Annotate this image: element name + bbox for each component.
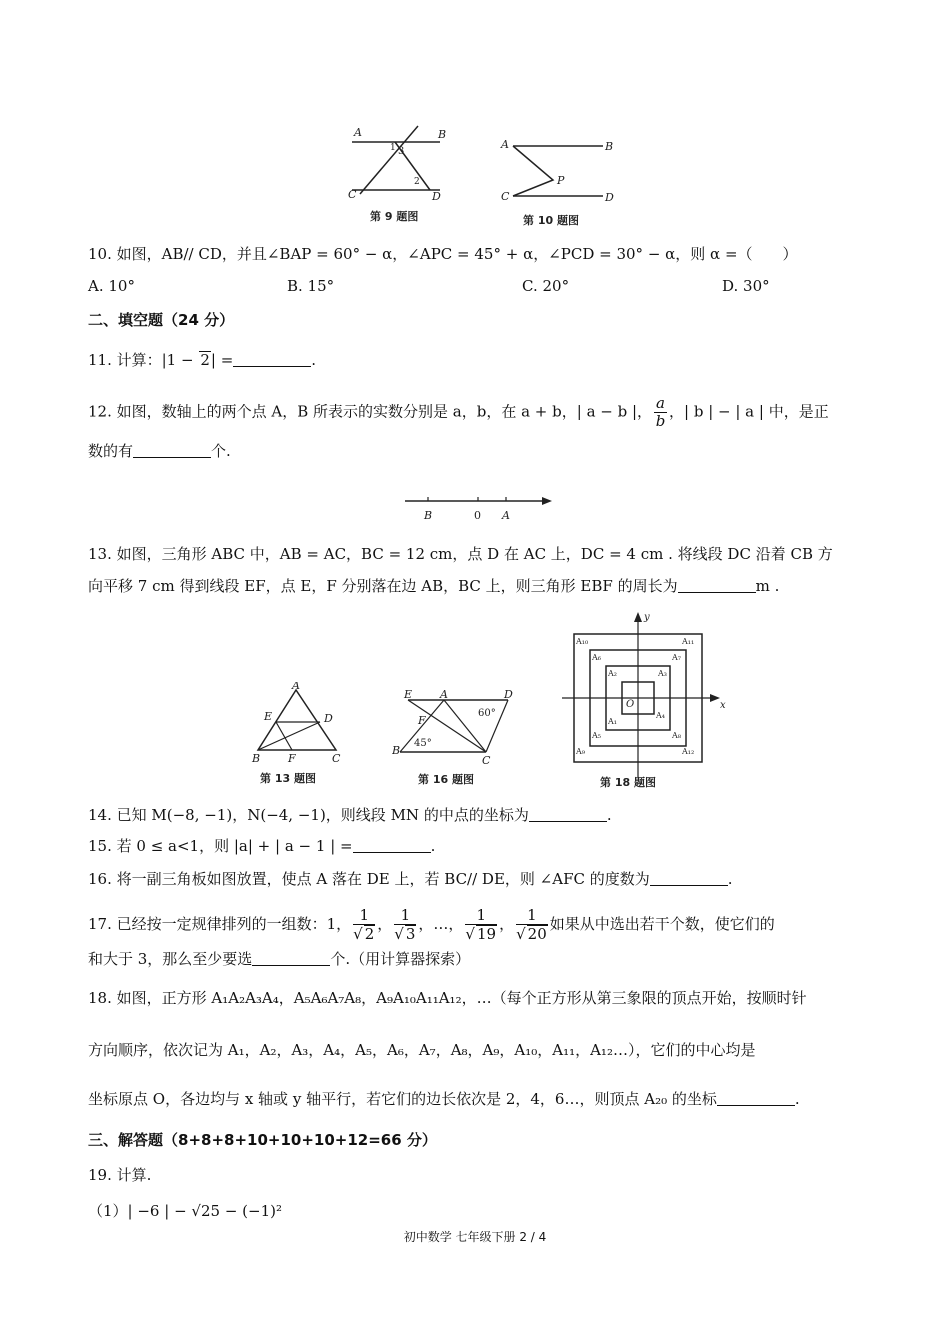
- svg-text:A₅: A₅: [592, 731, 601, 740]
- q10-option-a: A. 10°: [88, 277, 135, 295]
- svg-text:C: C: [332, 752, 341, 765]
- svg-text:A: A: [292, 682, 300, 692]
- fig18-caption: 第 18 题图: [600, 776, 656, 789]
- svg-text:B: B: [252, 752, 261, 765]
- numberline-label-b: B: [424, 509, 433, 522]
- fig16-caption: 第 16 题图: [418, 773, 474, 786]
- svg-text:D: D: [432, 190, 441, 203]
- q10-text: 10. 如图，AB// CD，并且∠BAP = 60° − α，∠APC = 45° + α，∠PCD = 30° − α，则 α =（ ）: [88, 245, 798, 263]
- q11-blank[interactable]: [233, 350, 311, 367]
- svg-text:2: 2: [414, 177, 420, 187]
- q12-fraction: $\frac{a}{b}$: [655, 394, 666, 430]
- svg-text:F: F: [418, 714, 426, 727]
- svg-text:D: D: [324, 712, 333, 725]
- svg-text:A₄: A₄: [656, 711, 665, 720]
- svg-text:A: A: [354, 126, 362, 139]
- svg-text:y: y: [644, 612, 650, 623]
- q15-blank[interactable]: [353, 836, 431, 853]
- q13-line1: 13. 如图，三角形 ABC 中，AB = AC，BC = 12 cm，点 D 在 AC 上，DC = 4 cm . 将线段 DC 沿着 CB 方: [88, 545, 833, 563]
- q17-line2: 和大于 3，那么至少要选 个.（用计算器探索）: [88, 950, 471, 968]
- q18-line3: 坐标原点 O，各边均与 x 轴或 y 轴平行，若它们的边长依次是 2，4，6…，则顶点 A₂₀ 的坐标 .: [88, 1090, 800, 1108]
- number-line: [400, 492, 560, 524]
- figure-q10: [495, 124, 625, 234]
- svg-text:A₁₀: A₁₀: [576, 637, 589, 646]
- svg-text:3: 3: [398, 146, 405, 157]
- q16-blank[interactable]: [650, 869, 728, 886]
- q11-prefix: 11. 计算：|1 −: [88, 351, 199, 369]
- svg-text:E: E: [404, 690, 413, 701]
- q14-blank[interactable]: [529, 805, 607, 822]
- q14: 14. 已知 M(−8, −1)，N(−4, −1)，则线段 MN 的中点的坐标为 .: [88, 806, 612, 824]
- svg-text:O: O: [626, 699, 635, 710]
- svg-text:C: C: [348, 188, 357, 201]
- svg-text:B: B: [605, 140, 614, 153]
- fig10-caption: 第 10 题图: [523, 214, 579, 227]
- q12-line2: 数的有 个.: [88, 442, 231, 460]
- q19-title: 19. 计算.: [88, 1166, 152, 1184]
- svg-text:1: 1: [390, 143, 396, 153]
- svg-text:A₇: A₇: [672, 653, 681, 662]
- q18-line2: 方向顺序，依次记为 A₁，A₂，A₃，A₄，A₅，A₆，A₇，A₈，A₉，A₁₀，A₁₁，A₁₂…），它们的中心均是: [88, 1041, 756, 1059]
- svg-text:A₃: A₃: [658, 669, 667, 678]
- svg-text:A₈: A₈: [672, 731, 681, 740]
- q13-blank[interactable]: [678, 576, 756, 593]
- svg-text:C: C: [501, 190, 510, 203]
- q11: 11. 计算：|1 − 2| = .: [88, 351, 317, 369]
- fig9-caption: 第 9 题图: [370, 210, 419, 223]
- q17-blank[interactable]: [252, 949, 330, 966]
- fig13-caption: 第 13 题图: [260, 772, 316, 785]
- q18-line1: 18. 如图，正方形 A₁A₂A₃A₄，A₅A₆A₇A₈，A₉A₁₀A₁₁A₁₂，…（每个正方形从第三象限的顶点开始，按顺时针: [88, 989, 807, 1007]
- q13-line2: 向平移 7 cm 得到线段 EF，点 E，F 分别落在边 AB，BC 上，则三角形 EBF 的周长为 m .: [88, 577, 780, 595]
- figure-q16: [392, 690, 522, 788]
- svg-text:D: D: [504, 690, 513, 701]
- svg-text:A₂: A₂: [608, 669, 617, 678]
- q10-option-c: C. 20°: [522, 277, 570, 295]
- svg-text:F: F: [288, 752, 296, 765]
- svg-text:A₉: A₉: [576, 747, 585, 756]
- q16: 16. 将一副三角板如图放置，使点 A 落在 DE 上，若 BC// DE，则 ∠AFC 的度数为 .: [88, 870, 733, 888]
- svg-text:A₁₁: A₁₁: [682, 637, 695, 646]
- q19-part1: （1）| −6 | − √25 − (−1)²: [88, 1202, 282, 1220]
- svg-text:B: B: [392, 744, 401, 757]
- svg-text:D: D: [605, 191, 614, 204]
- page-footer: 初中数学 七年级下册 2 / 4: [403, 1230, 547, 1244]
- svg-text:A₁: A₁: [608, 717, 617, 726]
- figure-q13: [248, 682, 358, 787]
- svg-text:A: A: [501, 138, 509, 151]
- svg-text:60°: 60°: [478, 708, 496, 719]
- svg-text:P: P: [557, 174, 565, 187]
- q12-line1: 12. 如图，数轴上的两个点 A，B 所表示的实数分别是 a，b，在 a + b，| a − b |， $\frac{a}{b}$ ，| b | − | a | 中，是正: [88, 394, 829, 430]
- q18-blank[interactable]: [717, 1089, 795, 1106]
- section3-heading: 三、解答题（8+8+8+10+10+10+12=66 分）: [88, 1131, 437, 1149]
- svg-text:C: C: [482, 754, 491, 767]
- numberline-label-a: A: [502, 509, 510, 522]
- q12-blank[interactable]: [133, 441, 211, 458]
- svg-text:A: A: [440, 690, 448, 701]
- section2-heading: 二、填空题（24 分）: [88, 311, 235, 329]
- q10-option-b: B. 15°: [287, 277, 335, 295]
- svg-text:x: x: [720, 700, 726, 711]
- q17-line1: 17. 已经按一定规律排列的一组数：1， $\frac{1}{√ 2}$ ， $\frac{1}{√ 3}$ ，…， $\frac{1}{√ 19}$ ， $\frac{1}{√ 20}$ 如果从中选出若干个数，使它们的: [88, 906, 775, 943]
- numberline-label-0: 0: [474, 509, 481, 522]
- svg-text:E: E: [264, 710, 273, 723]
- svg-text:45°: 45°: [414, 738, 432, 749]
- figure-q18: [560, 612, 730, 790]
- svg-text:A₆: A₆: [592, 653, 601, 662]
- q15: 15. 若 0 ≤ a<1，则 |a| + | a − 1 | = .: [88, 837, 436, 855]
- svg-text:B: B: [438, 128, 447, 141]
- svg-text:A₁₂: A₁₂: [682, 747, 695, 756]
- q11-suffix: | =: [210, 351, 234, 369]
- q10-option-d: D. 30°: [722, 277, 770, 295]
- figure-q9: [340, 118, 460, 230]
